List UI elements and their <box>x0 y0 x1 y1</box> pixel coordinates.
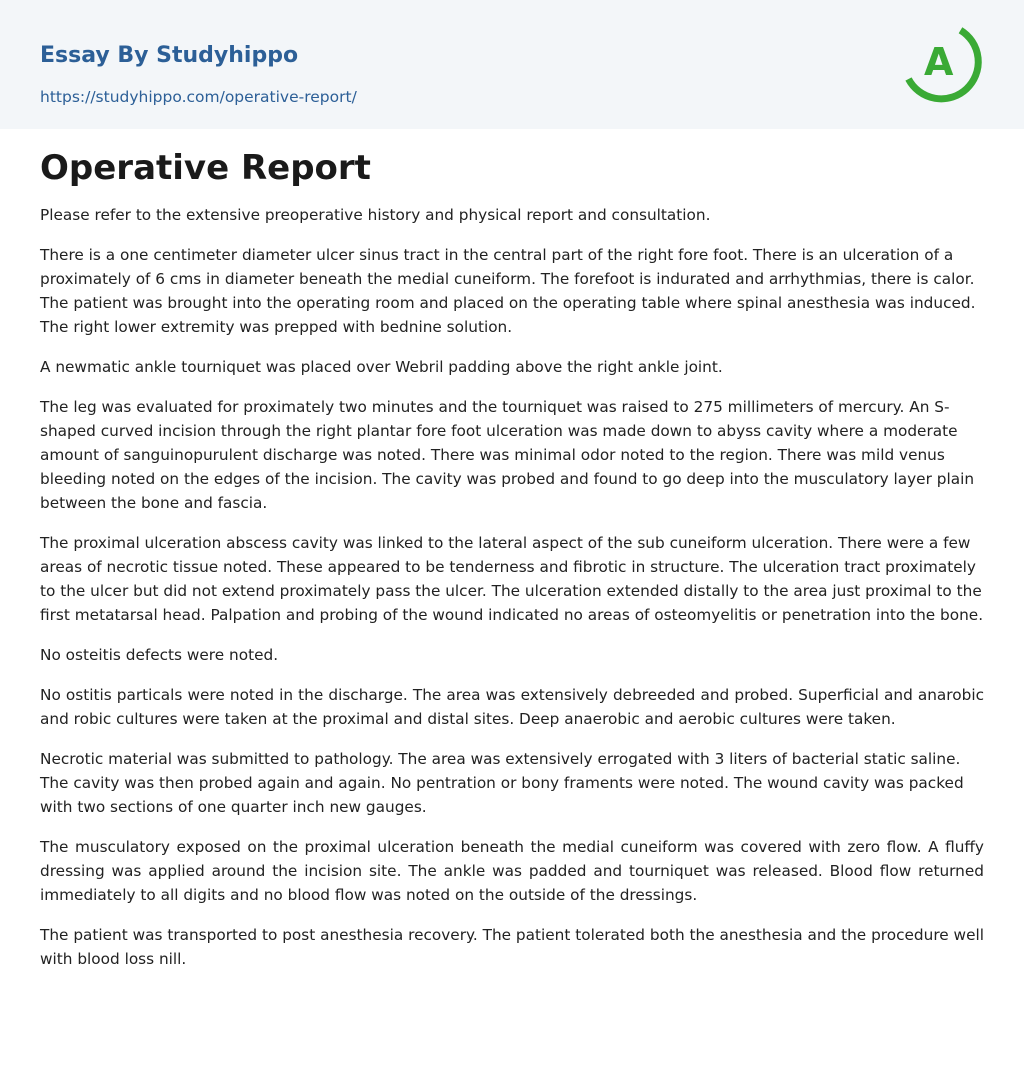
paragraph: There is a one centimeter diameter ulcer sinus tract in the central part of the right fore foot. There is an ulceration of a proximately of 6 cms in diameter beneath the medial cuneiform. The forefoot is indurated and arrhythmias, there is calor. The patient was brought into the operating room and placed on the operating table where spinal anesthesia was induced. The right lower extremity was prepped with bednine solution. <box>40 246 976 336</box>
article-body <box>0 147 1024 971</box>
site-header <box>0 0 1024 129</box>
paragraph: Please refer to the extensive preoperative history and physical report and consultation. <box>40 206 711 224</box>
paragraph: The musculatory exposed on the proximal ulceration beneath the medial cuneiform was covered with zero flow. A fluffy dressing was applied around the incision site. The ankle was padded and tourniquet was released. Blood flow returned immediately to all digits and no blood flow was noted on the outside of the dressings. <box>40 838 984 904</box>
paragraph: A newmatic ankle tourniquet was placed over Webril padding above the right ankle joint. <box>40 358 723 376</box>
page-title: Operative Report <box>40 148 371 188</box>
paragraph: The patient was transported to post anesthesia recovery. The patient tolerated both the anesthesia and the procedure well with blood loss nill. <box>40 926 984 968</box>
paragraph: The leg was evaluated for proximately two minutes and the tourniquet was raised to 275 millimeters of mercury. An S-shaped curved incision through the right plantar fore foot ulceration was made down to abyss cavity where a moderate amount of sanguinopurulent discharge was noted. There was minimal odor noted to the region. There was mild venus bleeding noted on the edges of the incision. The cavity was probed and found to go deep into the musculatory layer plain between the bone and fascia. <box>40 398 975 512</box>
paragraph: The proximal ulceration abscess cavity was linked to the lateral aspect of the sub cuneiform ulceration. There were a few areas of necrotic tissue noted. These appeared to be tenderness and fibrotic in structure. The ulceration tract proximately to the ulcer but did not extend proximately pass the ulcer. The ulceration extended distally to the area just proximal to the first metatarsal head. Palpation and probing of the wound indicated no areas of osteomyelitis or penetration into the bone. <box>40 534 984 624</box>
source-url-link[interactable]: https://studyhippo.com/operative-report/ <box>40 88 357 106</box>
brand-title: Essay By Studyhippo <box>40 43 299 68</box>
paragraph: No ostitis particals were noted in the discharge. The area was extensively debreeded and probed. Superficial and anarobic and robic cultures were taken at the proximal and distal sites. Deep anaerobic and aerobic cultures were taken. <box>40 686 984 728</box>
paragraph: No osteitis defects were noted. <box>40 646 279 664</box>
paragraph: Necrotic material was submitted to pathology. The area was extensively errogated with 3 liters of bacterial static saline. The cavity was then probed again and again. No pentration or bony framents were noted. The wound cavity was packed with two sections of one quarter inch new gauges. <box>40 750 964 816</box>
logo-letter: A <box>924 40 954 84</box>
studyhippo-logo-icon <box>900 20 984 104</box>
